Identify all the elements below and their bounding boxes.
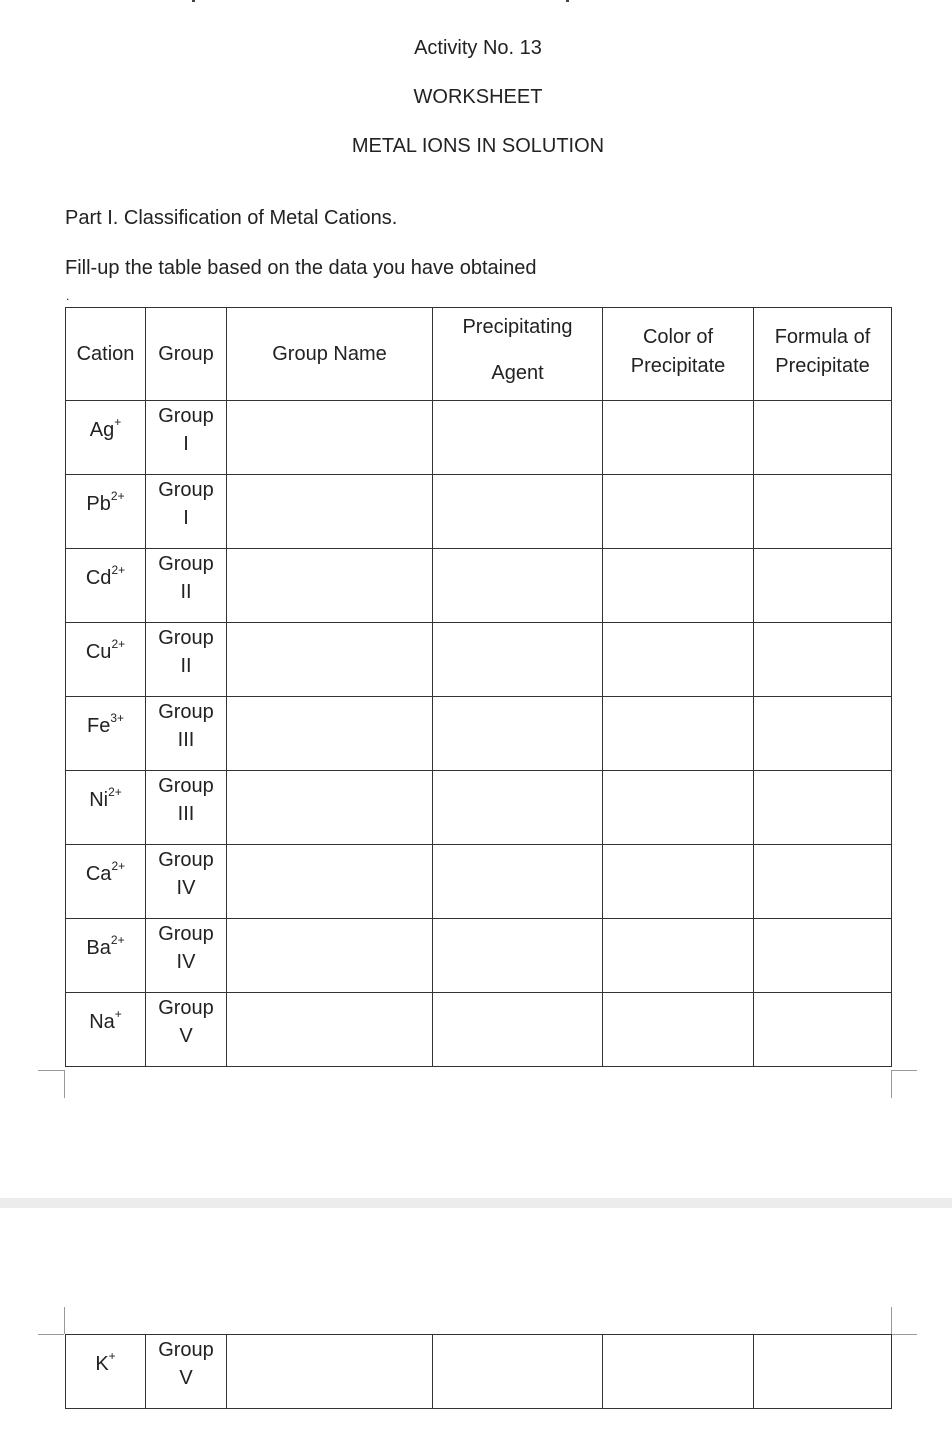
- group-number: V: [179, 1366, 193, 1389]
- precipitating-agent-blank[interactable]: [433, 919, 603, 993]
- cation-charge: +: [114, 1006, 122, 1021]
- header-group: Group: [146, 308, 227, 401]
- cation-charge: 2+: [108, 784, 122, 799]
- cation-classification-table-continued: [65, 1334, 892, 1409]
- precipitate-formula-blank[interactable]: [754, 401, 892, 475]
- table-row: [66, 1335, 892, 1409]
- cation-charge: 2+: [111, 562, 126, 577]
- group-cell: [146, 623, 227, 697]
- cation-charge: 2+: [111, 636, 126, 651]
- group-name-blank[interactable]: [227, 475, 433, 549]
- precipitating-agent-blank[interactable]: [433, 475, 603, 549]
- cation-charge: 2+: [110, 488, 125, 503]
- group-cell: [146, 401, 227, 475]
- group-number: IV: [176, 876, 196, 899]
- table-row: [66, 549, 892, 623]
- margin-corner-mark: [64, 1070, 65, 1098]
- cation-cell: [66, 697, 146, 771]
- cation-symbol: $Pb^{2+}$: [86, 488, 125, 516]
- cation-cell: [66, 401, 146, 475]
- precipitate-color-blank[interactable]: [603, 771, 754, 845]
- precipitating-agent-blank[interactable]: [433, 697, 603, 771]
- cation-symbol: $Ni^{2+}$: [89, 784, 122, 812]
- table-row: [66, 697, 892, 771]
- cation-cell: [66, 771, 146, 845]
- group-cell: [146, 845, 227, 919]
- cation-cell: [66, 919, 146, 993]
- precipitate-color-blank[interactable]: [603, 919, 754, 993]
- precipitate-formula-blank[interactable]: [754, 993, 892, 1067]
- precipitate-color-blank[interactable]: [603, 697, 754, 771]
- group-cell: [146, 993, 227, 1067]
- table-row: [66, 993, 892, 1067]
- part-heading-dot: .: [391, 207, 398, 229]
- worksheet-topic: METAL IONS IN SOLUTION: [351, 135, 605, 157]
- group-cell: [146, 475, 227, 549]
- cation-symbol: Na+: [89, 1006, 122, 1034]
- group-name-blank[interactable]: [227, 919, 433, 993]
- part-heading-text: Part I. Classification of Metal Cations: [65, 207, 392, 229]
- group-name-blank[interactable]: [227, 1335, 433, 1409]
- cation-charge: 3+: [110, 710, 125, 725]
- table-row: [66, 623, 892, 697]
- precipitating-agent-blank[interactable]: [433, 623, 603, 697]
- group-number: II: [180, 654, 192, 677]
- group-name-blank[interactable]: [227, 549, 433, 623]
- margin-corner-mark: [891, 1070, 892, 1098]
- group-word: Group: [158, 700, 214, 723]
- header-formula-of-precipitate: Formula of Precipitate: [754, 308, 892, 401]
- cation-symbol: K+: [95, 1348, 116, 1376]
- cation-symbol: $Fe^{3+}$: [86, 710, 125, 738]
- table-row: [66, 919, 892, 993]
- group-word: Group: [158, 848, 214, 871]
- precipitate-formula-blank[interactable]: [754, 845, 892, 919]
- group-word: Group: [158, 626, 214, 649]
- margin-corner-mark: [64, 1307, 65, 1334]
- precipitating-agent-blank[interactable]: [433, 993, 603, 1067]
- precipitate-formula-blank[interactable]: [754, 549, 892, 623]
- worksheet-title: WORKSHEET: [413, 86, 543, 108]
- precipitate-color-blank[interactable]: [603, 993, 754, 1067]
- header-cation: Cation: [66, 308, 146, 401]
- cation-charge: +: [108, 1348, 116, 1363]
- cation-symbol: Ag+: [89, 414, 122, 442]
- group-cell: [146, 771, 227, 845]
- cation-symbol: $Cd^{2+}$: [85, 562, 126, 590]
- header-group-name: Group Name: [227, 308, 433, 401]
- precipitate-color-blank[interactable]: [603, 401, 754, 475]
- group-cell: [146, 919, 227, 993]
- precipitate-formula-blank[interactable]: [754, 1335, 892, 1409]
- instruction-text: Fill-up the table based on the data you have obtained: [65, 257, 537, 279]
- group-word: Group: [158, 996, 214, 1019]
- table-row: [66, 771, 892, 845]
- table-row: [66, 475, 892, 549]
- precipitate-color-blank[interactable]: [603, 623, 754, 697]
- table-header-row: [66, 308, 892, 401]
- margin-corner-mark: [891, 1307, 892, 1334]
- table-row: [66, 845, 892, 919]
- precipitate-formula-blank[interactable]: [754, 919, 892, 993]
- group-number: III: [177, 728, 195, 751]
- group-number: IV: [176, 950, 196, 973]
- group-name-blank[interactable]: [227, 845, 433, 919]
- header-precipitating-agent: Precipitating Agent: [433, 308, 603, 401]
- activity-number: Activity No. 13: [414, 37, 542, 59]
- precipitating-agent-blank[interactable]: [433, 771, 603, 845]
- table-row: [66, 401, 892, 475]
- group-word: Group: [158, 1338, 214, 1361]
- precipitating-agent-blank[interactable]: [433, 1335, 603, 1409]
- cation-classification-table: [65, 307, 892, 1067]
- cation-cell: [66, 623, 146, 697]
- stray-mark: .: [66, 289, 70, 303]
- group-number: III: [177, 802, 195, 825]
- group-cell: [146, 697, 227, 771]
- part-heading: [65, 207, 397, 230]
- previous-page-edge: [0, 0, 952, 10]
- group-number: I: [183, 432, 189, 455]
- precipitate-color-blank[interactable]: [603, 549, 754, 623]
- cation-symbol: $Cu^{2+}$: [85, 636, 126, 664]
- margin-corner-mark: [38, 1334, 64, 1335]
- group-word: Group: [158, 774, 214, 797]
- precipitate-color-blank[interactable]: [603, 1335, 754, 1409]
- group-name-blank[interactable]: [227, 993, 433, 1067]
- margin-corner-mark: [891, 1070, 917, 1071]
- cation-charge: +: [114, 414, 122, 429]
- precipitate-color-blank[interactable]: [603, 845, 754, 919]
- group-cell: [146, 549, 227, 623]
- cation-symbol: $Ba^{2+}$: [86, 932, 125, 960]
- group-word: Group: [158, 404, 214, 427]
- cation-cell: [66, 845, 146, 919]
- cation-cell: [66, 1335, 146, 1409]
- margin-corner-mark: [891, 1334, 917, 1335]
- cation-cell: [66, 549, 146, 623]
- precipitate-formula-blank[interactable]: [754, 697, 892, 771]
- precipitate-formula-blank[interactable]: [754, 475, 892, 549]
- group-word: Group: [158, 922, 214, 945]
- group-name-blank[interactable]: [227, 623, 433, 697]
- group-number: V: [179, 1024, 193, 1047]
- margin-corner-mark: [38, 1070, 64, 1071]
- precipitate-formula-blank[interactable]: [754, 771, 892, 845]
- cation-charge: 2+: [110, 932, 125, 947]
- page-break: [0, 1198, 952, 1208]
- precipitating-agent-blank[interactable]: [433, 549, 603, 623]
- group-number: I: [183, 506, 189, 529]
- group-word: Group: [158, 478, 214, 501]
- group-number: II: [180, 580, 192, 603]
- cation-symbol: $Ca^{2+}$: [85, 858, 126, 886]
- precipitating-agent-blank[interactable]: [433, 845, 603, 919]
- precipitating-agent-blank[interactable]: [433, 401, 603, 475]
- header-color-of-precipitate: Color of Precipitate: [603, 308, 754, 401]
- precipitate-color-blank[interactable]: [603, 475, 754, 549]
- precipitate-formula-blank[interactable]: [754, 623, 892, 697]
- cation-cell: [66, 475, 146, 549]
- group-name-blank[interactable]: [227, 771, 433, 845]
- group-word: Group: [158, 552, 214, 575]
- cation-cell: [66, 993, 146, 1067]
- group-name-blank[interactable]: [227, 697, 433, 771]
- group-name-blank[interactable]: [227, 401, 433, 475]
- cation-charge: 2+: [111, 858, 126, 873]
- group-cell: [146, 1335, 227, 1409]
